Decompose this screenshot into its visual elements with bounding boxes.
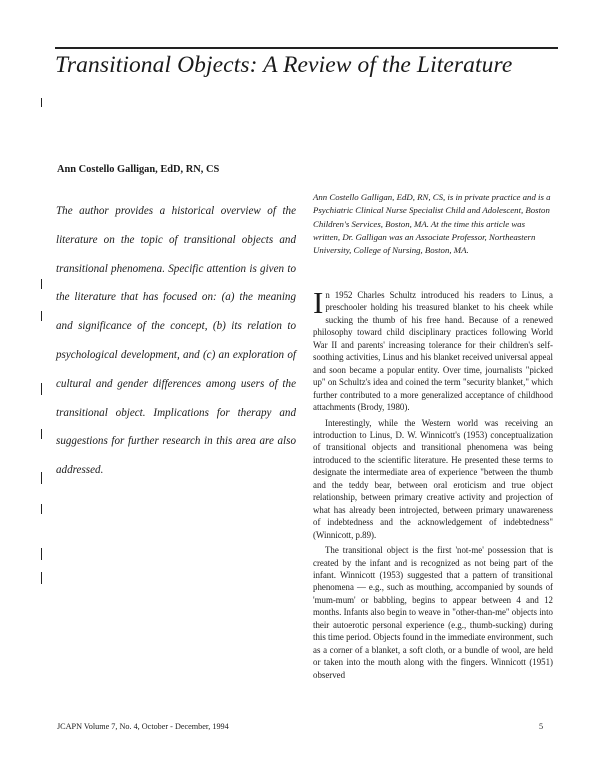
journal-citation: JCAPN Volume 7, No. 4, October - December, 1994	[57, 722, 229, 731]
author-bio: Ann Costello Galligan, EdD, RN, CS, is in private practice and is a Psychiatric Clinical Nurse Specialist Child and Adolescent, Boston Children's Services, Boston, MA. At the time this article was written, Dr. Galligan was an Associate Professor, Northeastern University, College of Nursing, Boston, MA.	[313, 192, 551, 256]
margin-bar	[41, 311, 42, 321]
margin-bar	[41, 548, 42, 560]
margin-bar	[41, 279, 42, 289]
body-paragraph	[313, 285, 553, 414]
body-paragraph: The transitional object is the first 'not-me' possession that is created by the infant and is recognized as not being part of the infant. Winnicott (1953) suggested that a pattern of transitional phenomena — e.g., such as mouthing, accompanied by sounds of 'mum-mum' or babbling, begins to appear between 4 and 12 months. Infants also begin to weave in "other-than-me" objects into their autoerotic personal experience (e.g., thumb-sucking) during this time period. Objects found in the immediate environment, such as a corner of a blanket, a soft cloth, or a bundle of wool, are held or taken into the mouth along with the fingers. Winnicott (1951) observed	[313, 545, 553, 680]
margin-bar	[41, 472, 42, 484]
margin-bar	[41, 504, 42, 514]
drop-cap: I	[313, 285, 324, 320]
abstract: The author provides a historical overview of the literature on the topic of transitional objects and transitional phenomena. Specific attention is given to the literature that has focused on: (a) the meaning and significance of the concept, (b) its relation to psychological development, and (c) an exploration of cultural and gender differences among users of the transitional object. Implications for therapy and suggestions for further research in this area are also addressed.	[56, 205, 296, 477]
article-title: Transitional Objects: A Review of the Literature	[55, 52, 513, 78]
margin-bar	[41, 98, 42, 107]
paragraph-text: n 1952 Charles Schultz introduced his readers to Linus, a preschooler holding his treasured blanket to his cheek while sucking the thumb of his free hand. Because of a renewed philosophy toward child disciplinary practices following World War II and parents' increasing tolerance for their children's self-soothing activities, Linus and his blanket received universal appeal and soon became a popular entity. Over time, journalists "picked up" on Schultz's idea and coined the term "security blanket," which further contributed to a more generalized acceptance of childhood attachments (Brody, 1980).	[313, 290, 553, 413]
author-byline: Ann Costello Galligan, EdD, RN, CS	[57, 164, 220, 175]
margin-bar	[41, 572, 42, 584]
title-rule	[55, 47, 558, 49]
page-number: 5	[539, 722, 544, 731]
body-paragraph: Interestingly, while the Western world was receiving an introduction to Linus, D. W. Winnicott's (1953) conceptualization of transitional objects and transitional phenomena was being introduced to the scientific literature. He presented these terms to designate the intermediate area of experience "between the thumb and the teddy bear, between oral eroticism and true object relationship, between primary creative activity and projection of what has already been introjected, between primary unawareness of indebtedness and the acknowledgement of indebtedness" (Winnicott, p.89).	[313, 417, 553, 540]
margin-bar	[41, 429, 42, 439]
margin-bar	[41, 383, 42, 395]
article-body	[313, 285, 553, 684]
